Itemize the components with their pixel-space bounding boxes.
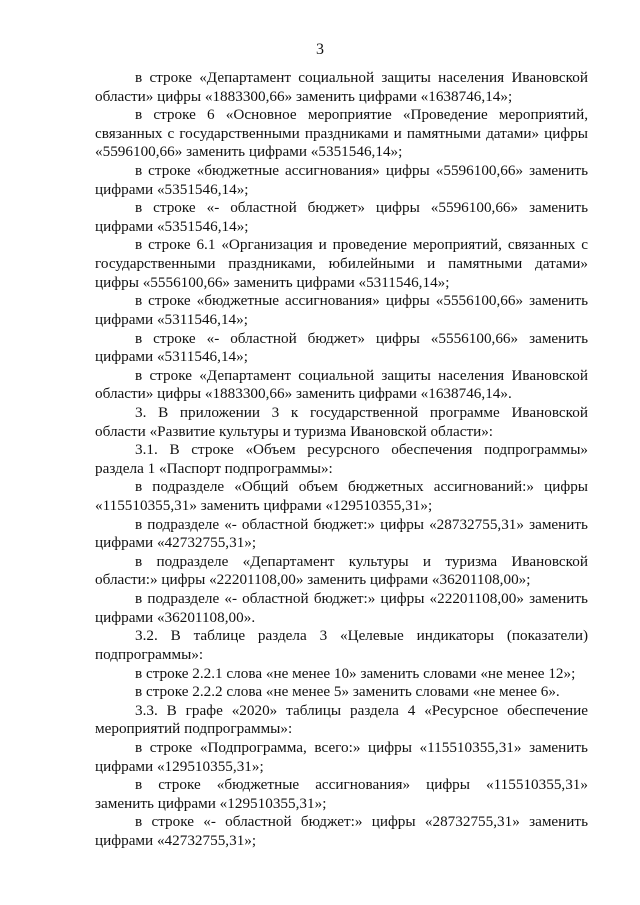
text-line: в строке «- областной бюджет» цифры «5596100,66» заменить [135, 199, 588, 217]
text-line: 3.2. В таблице раздела 3 «Целевые индикаторы (показатели) [135, 627, 588, 645]
text-line: в строке «Подпрограмма, всего:» цифры «115510355,31» заменить [135, 738, 588, 756]
text-line: государственными праздниками, юбилейными и памятными датами» [95, 255, 588, 273]
text-line: 3.3. В графе «2020» таблицы раздела 4 «Ресурсное обеспечение [135, 701, 588, 719]
text-line: цифрами «5311546,14»; [95, 348, 248, 366]
text-line: области» цифры «1883300,66» заменить цифрами «1638746,14»; [95, 87, 513, 105]
text-line: мероприятий подпрограммы»: [95, 720, 293, 738]
text-line: цифрами «129510355,31»; [95, 757, 264, 775]
text-line: цифрами «5351546,14»; [95, 217, 249, 235]
text-line: цифрами «36201108,00». [95, 608, 256, 626]
text-line: в строке «бюджетные ассигнования» цифры «5556100,66» заменить [135, 292, 588, 310]
text-line: подпрограммы»: [95, 645, 204, 663]
text-line: в подразделе «- областной бюджет:» цифры «28732755,31» заменить [135, 515, 588, 533]
text-line: 3. В приложении 3 к государственной программе Ивановской [135, 403, 588, 421]
text-line: в строке «Департамент социальной защиты населения Ивановской [135, 69, 588, 86]
text-line: в строке 6.1 «Организация и проведение мероприятий, связанных с [135, 236, 588, 254]
text-line: области «Развитие культуры и туризма Ивановской области»: [95, 422, 494, 440]
text-line: цифрами «5311546,14»; [95, 310, 248, 328]
text-line: «115510355,31» заменить цифрами «129510355,31»; [95, 497, 433, 515]
text-line: в строке «- областной бюджет:» цифры «28732755,31» заменить [135, 813, 588, 831]
text-line: области» цифры «1883300,66» заменить цифрами «1638746,14». [95, 385, 512, 403]
text-line: области:» цифры «22201108,00» заменить цифрами «36201108,00»; [95, 571, 531, 589]
text-line: в подразделе «Общий объем бюджетных ассигнований:» цифры [135, 478, 588, 496]
text-line: цифры «5556100,66» заменить цифрами «5311546,14»; [95, 273, 450, 291]
text-line: в строке «Департамент социальной защиты населения Ивановской [135, 366, 588, 384]
text-line: «5596100,66» заменить цифрами «5351546,14»; [95, 143, 403, 161]
text-line: в строке «бюджетные ассигнования» цифры «115510355,31» [135, 776, 588, 794]
text-line: цифрами «42732755,31»; [95, 534, 257, 552]
text-line: в подразделе «Департамент культуры и туризма Ивановской [135, 552, 588, 570]
text-line: в строке 6 «Основное мероприятие «Проведение мероприятий, [135, 106, 588, 124]
text-line: заменить цифрами «129510355,31»; [95, 794, 327, 812]
text-line: связанных с государственными праздниками и памятными датами» цифры [95, 124, 588, 142]
text-line: в строке 2.2.2 слова «не менее 5» заменить словами «не менее 6». [135, 683, 560, 701]
text-line: цифрами «5351546,14»; [95, 180, 249, 198]
text-line: 3.1. В строке «Объем ресурсного обеспечения подпрограммы» [135, 441, 588, 459]
text-line: в строке «бюджетные ассигнования» цифры «5596100,66» заменить [135, 162, 588, 180]
page-number: 3 [316, 41, 324, 58]
text-line: в строке «- областной бюджет» цифры «5556100,66» заменить [135, 329, 588, 347]
text-line: в строке 2.2.1 слова «не менее 10» заменить словами «не менее 12»; [135, 664, 576, 682]
text-line: цифрами «42732755,31»; [95, 831, 257, 849]
text-line: в подразделе «- областной бюджет:» цифры «22201108,00» заменить [135, 590, 588, 608]
text-line: раздела 1 «Паспорт подпрограммы»: [95, 459, 333, 477]
document-body [95, 69, 588, 851]
